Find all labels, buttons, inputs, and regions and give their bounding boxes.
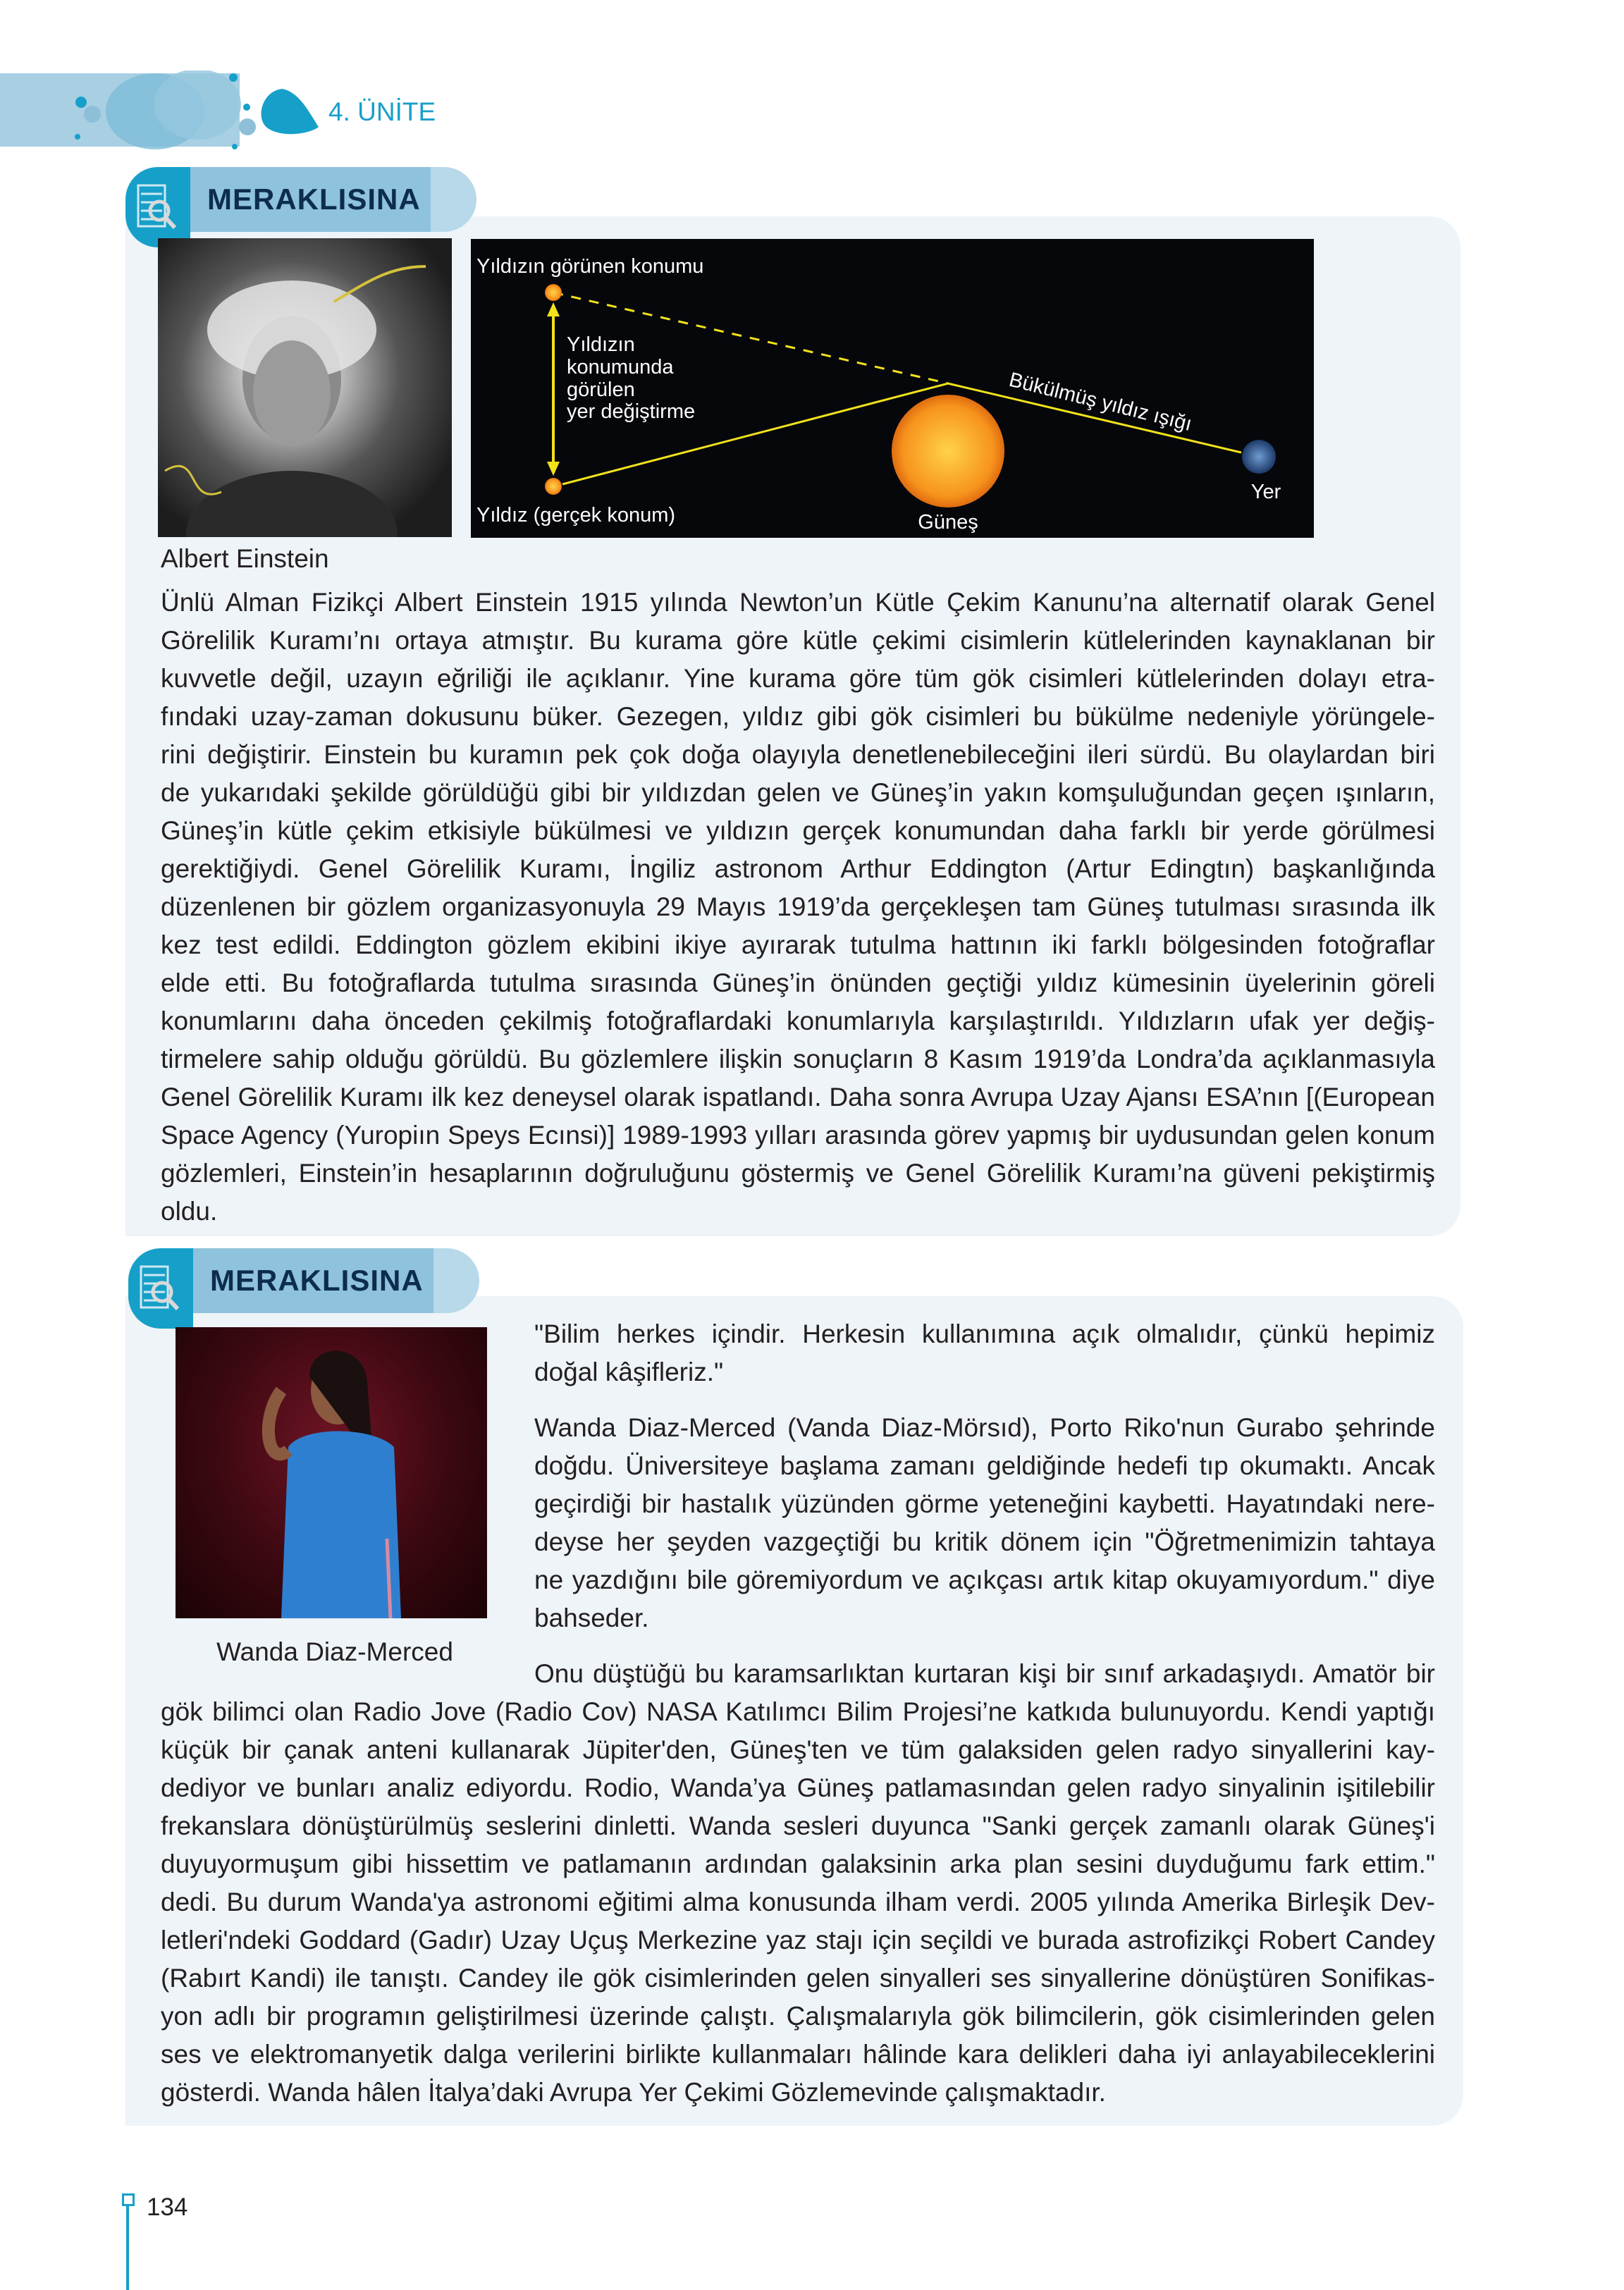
page-margin-line [126,2196,129,2290]
sun-icon [892,395,1004,507]
text-line: gök bilimci olan Radio Jove (Radio Cov) NASA Katılımcı Bilim Projesi’ne katkıda bulunuyordu. Kendi yaptığı [161,1697,1435,1726]
text-line: düzenlenen bir gözlem organizasyonuyla 29 Mayıs 1919’da gerçekleşen tam Güneş tutulması sırasında ilk [161,892,1435,921]
magnifier-document-icon [125,167,190,247]
light-bending-diagram [471,239,1314,538]
text-line: gösterdi. Wanda hâlen İtalya’daki Avrupa Yer Çekimi Gözlemevinde çalışmaktadır. [161,2078,1106,2107]
page-number: 134 [147,2193,188,2221]
text-line: fındaki uzay-zaman dokusunu büker. Gezegen, yıldız gibi gök cisimleri bu bükülme nedeniyle yörüngele- [161,702,1435,731]
text-line: ne yazdığını bile göremiyordum ve açıkçası artık kitap okuyamıyordum." diye [534,1565,1435,1594]
apparent-star-icon [545,284,562,301]
shift-label: Yıldızın [567,333,635,356]
unit-header-decoration [0,70,338,152]
apparent-position-label: Yıldızın görünen konumu [476,255,704,278]
text-line: oldu. [161,1197,218,1226]
text-line: Ünlü Alman Fizikçi Albert Einstein 1915 yılında Newton’un Kütle Çekim Kanunu’na alternatif olarak Genel [161,588,1435,617]
text-line: doğdu. Üniversiteye başlama zamanı geldiğinde hedefi tıp okumaktı. Ancak [534,1451,1435,1480]
text-line: elde etti. Bu fotoğraflarda tutulma sırasında Güneş’in önünden geçtiği yıldız kümesinin üyelerinin göreli [161,968,1435,997]
shift-label: yer değiştirme [567,400,696,423]
earth-icon [1242,440,1276,474]
text-line: deyse her şeyden vazgeçtiği bu kritik dönem için "Öğretmenimizin tahtaya [534,1527,1435,1556]
text-line: geçirdiği bir hastalık yüzünden görme yeteneğini kaybetti. Hayatındaki nere- [534,1489,1435,1518]
text-line: "Bilim herkes içindir. Herkesin kullanımına açık olmalıdır, çünkü hepimiz [534,1319,1435,1348]
text-line: doğal kâşifleriz." [534,1358,724,1386]
wanda-caption: Wanda Diaz-Merced [216,1637,453,1666]
unit-label: 4. ÜNİTE [328,97,436,126]
bent-light-label: Bükülmüş yıldız ışığı [1007,368,1195,436]
einstein-caption: Albert Einstein [161,544,329,573]
text-line: kuvvetle değil, uzayın eğriliği ile açıklanır. Yine kurama göre tüm gök cisimleri kütlelerinden dolayı etra- [161,664,1435,693]
text-line: (Rabırt Kandi) ile tanıştı. Candey ile gök cisimlerinden gelen sinyalleri ses sinyallerine dönüştüren Sonifikas- [161,1964,1435,1993]
text-line: frekanslara dönüştürülmüş seslerini dinletti. Wanda sesleri duyunca "Sanki gerçek zamanlı olarak Güneş'i [161,1811,1435,1840]
shift-label: görülen [567,378,635,401]
text-line: küçük bir çanak anteni kullanarak Jüpiter'den, Güneş'ten ve tüm galaksiden gelen radyo sinyallerini kay- [161,1735,1435,1764]
magnifier-document-icon [128,1248,193,1329]
text-line: ses ve elektromanyetik dalga verilerini birlikte kullanmaları hâlinde kara delikleri daha iyi anlayabileceklerini [161,2040,1435,2069]
text-line: dedi. Bu durum Wanda'ya astronomi eğitimi alma konusunda ilham verdi. 2005 yılında Amerika Birleşik Dev- [161,1888,1435,1916]
section-title: MERAKLISINA [210,1264,424,1297]
text-line: Onu düştüğü bu karamsarlıktan kurtaran kişi bir sınıf arkadaşıydı. Amatör bir [534,1659,1435,1688]
text-line: Wanda Diaz-Merced (Vanda Diaz-Mörsıd), Porto Riko'nun Gurabo şehrinde [534,1413,1435,1442]
text-line: gerektiğiydi. Genel Görelilik Kuramı, İngiliz astronom Arthur Eddington (Artur Edingtın) başkanlığında [161,854,1435,883]
text-line: tirmelere sahip olduğu görüldü. Bu gözlemlere ilişkin sonuçların 8 Kasım 1919’da Londra’da açıklanmasıyla [161,1045,1435,1073]
text-line: letleri'ndeki Goddard (Gadır) Uzay Uçuş Merkezine yaz stajı için seçildi ve burada astrofizikçi Robert Candey [161,1926,1435,1954]
page-marker-icon [122,2193,135,2206]
text-line: Görelilik Kuramı’nı ortaya atmıştır. Bu kurama göre kütle çekimi cisimlerin kütlelerinden kaynaklanan bir [161,626,1435,655]
text-line: Güneş’in kütle çekim etkisiyle bükülmesi ve yıldızın gerçek konumundan daha farklı bir yerde görülmesi [161,816,1435,845]
text-line: de yukarıdaki şekilde görüldüğü gibi bir yıldızdan gelen ve Güneş’in yakın komşuluğundan geçen ışınların, [161,778,1435,807]
text-line: konumlarını daha önceden çekilmiş fotoğraflardaki konumlarıyla karşılaştırıldı. Yıldızların ufak yer değiş- [161,1007,1435,1035]
shift-label: konumunda [567,356,674,378]
text-line: gözlemleri, Einstein’in hesaplarının doğruluğunu göstermiş ve Genel Görelilik Kuramı’na güveni pekiştirmiş [161,1159,1435,1188]
text-line: rini değiştirir. Einstein bu kuramın pek çok doğa olayıyla denetlenebileceğini ileri sürdü. Bu olaylardan biri [161,740,1435,769]
text-line: dediyor ve bunları analiz ediyordu. Rodio, Wanda’ya Güneş patlamasından gelen radyo sinyalinin işitilebilir [161,1773,1435,1802]
einstein-photo [158,238,452,537]
true-star-icon [545,478,562,495]
earth-label: Yer [1250,481,1281,503]
text-line: bahseder. [534,1603,649,1632]
text-line: Space Agency (Yuropiın Speys Ecınsi)] 1989-1993 yılları arasında görev yapmış bir uydusundan gelen konum [161,1121,1435,1150]
wanda-photo [176,1327,487,1618]
text-line: yon adlı bir programın geliştirilmesi üzerinde çalıştı. Çalışmalarıyla gök bilimcilerin, gök cisimlerinden gelen [161,2002,1435,2031]
true-position-label: Yıldız (gerçek konum) [476,504,676,527]
text-line: duyuyormuşum gibi hissettim ve patlamanın ardından galaksinin arka plan sesini duyduğumu fark ettim." [161,1849,1435,1878]
text-line: Genel Görelilik Kuramı ilk kez deneysel olarak ispatlandı. Daha sonra Avrupa Uzay Ajansı ESA’nın [(European [161,1083,1435,1112]
section-title: MERAKLISINA [207,183,421,216]
text-line: kez test edildi. Eddington gözlem ekibini ikiye ayırarak tutulma hattının iki farklı bölgesinden fotoğraflar [161,930,1435,959]
sun-label: Güneş [918,511,978,534]
